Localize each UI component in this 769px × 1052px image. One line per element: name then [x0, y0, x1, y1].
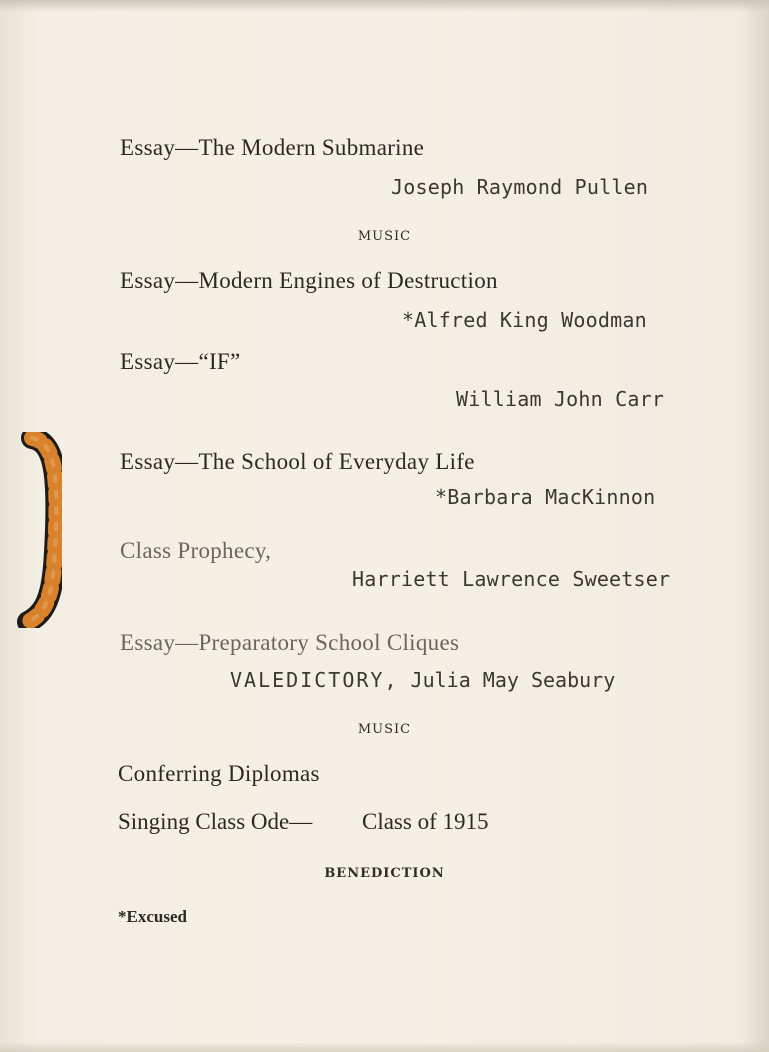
valedictory-label: VALEDICTORY, — [230, 668, 399, 692]
music-interlude: MUSIC — [357, 722, 412, 737]
class-ode-label: Singing Class Ode— — [118, 809, 313, 834]
program-item-speaker: Harriett Lawrence Sweetser — [352, 567, 671, 591]
program-item-title: Essay—Preparatory School Cliques — [120, 630, 460, 655]
conferring-diplomas: Conferring Diplomas — [118, 761, 320, 786]
valedictory-line — [230, 668, 615, 692]
program-item-title: Essay—Modern Engines of Destruction — [120, 268, 498, 293]
paper-top-edge — [0, 0, 769, 12]
program-item-title: Class Prophecy, — [120, 538, 272, 563]
program-item-speaker: William John Carr — [456, 387, 665, 411]
music-interlude: MUSIC — [357, 229, 412, 244]
program-item-title: Essay—The School of Everyday Life — [120, 449, 475, 474]
benediction: BENEDICTION — [324, 866, 445, 881]
binding-cord-icon — [14, 432, 62, 628]
program-item-speaker: Julia May Seabury — [410, 668, 616, 692]
paper-bottom-edge — [0, 1042, 769, 1052]
program-item-speaker: *Barbara MacKinnon — [435, 485, 656, 509]
class-ode-line — [118, 809, 488, 835]
excused-footnote: *Excused — [118, 907, 187, 926]
program-item-speaker: Joseph Raymond Pullen — [391, 175, 649, 199]
program-item-title: Essay—The Modern Submarine — [120, 135, 425, 160]
program-item-title: Essay—“IF” — [120, 349, 241, 374]
class-ode-class: Class of 1915 — [361, 809, 489, 834]
program-item-speaker: *Alfred King Woodman — [402, 308, 647, 332]
